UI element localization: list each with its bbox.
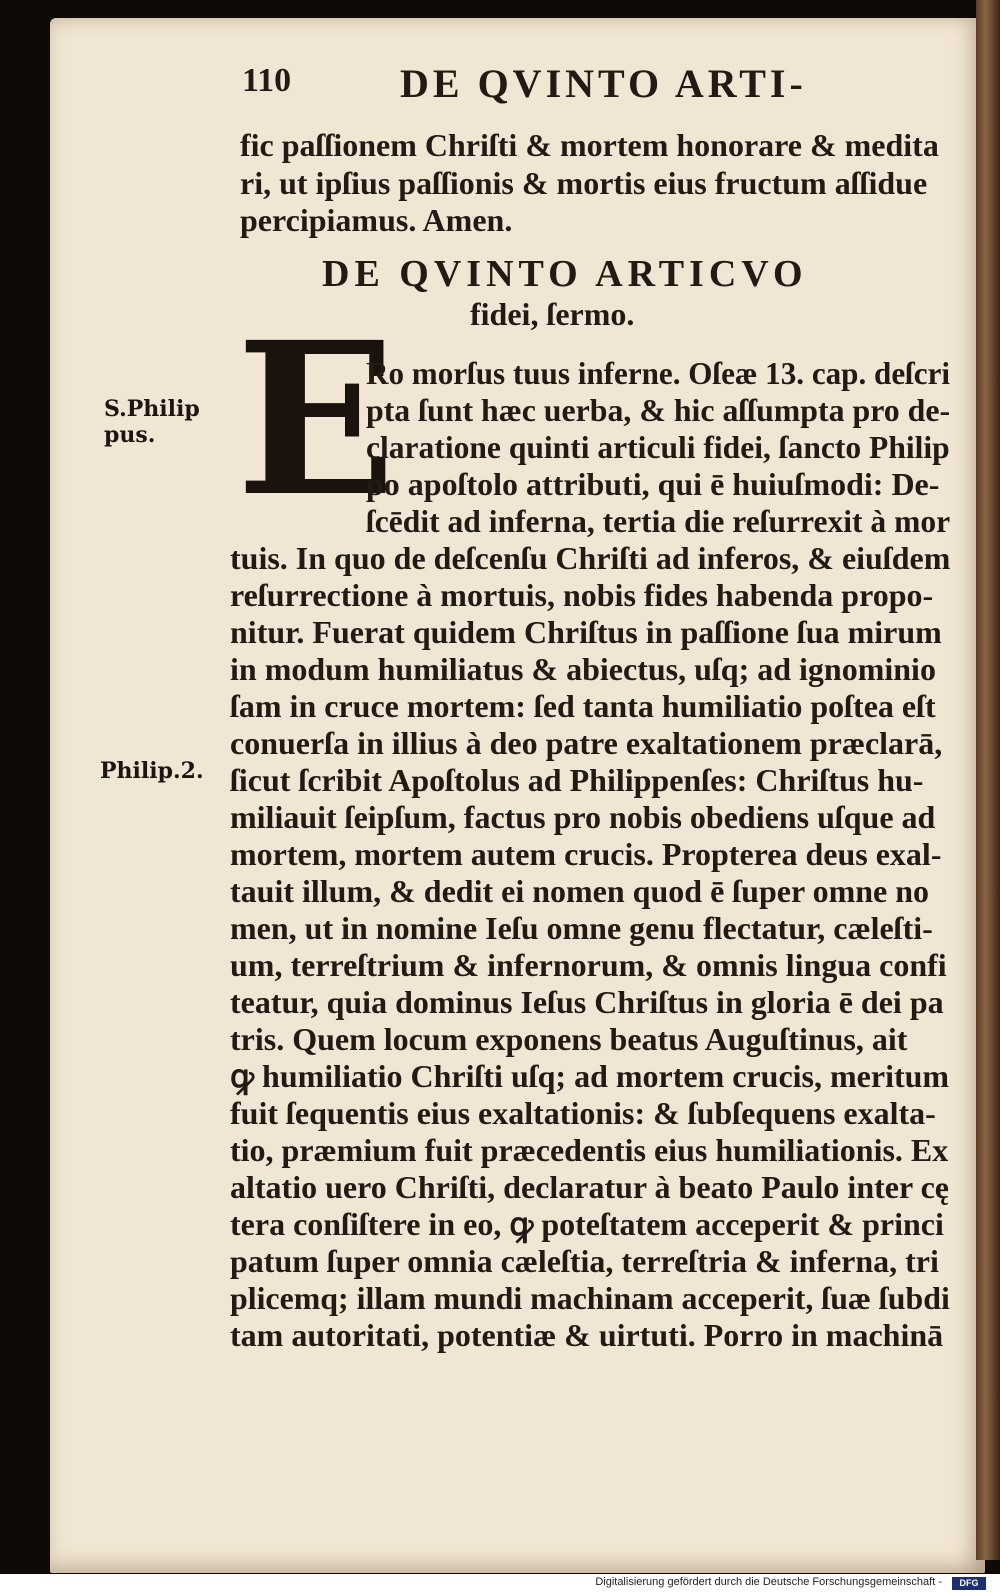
text-line: tuis. In quo de deſcenſu Chriſti ad inferos, & eiuſdem [230,540,951,576]
section-title: DE QVINTO ARTICVO [322,253,808,295]
text-line: um, terreſtrium & infernorum, & omnis lingua confi [230,947,947,983]
text-line: tio, præmium fuit præcedentis eius humiliationis. Ex [230,1132,949,1168]
page-header [232,62,952,118]
section-subtitle: fidei, ſermo. [470,296,635,332]
running-head: DE QVINTO ARTI- [400,61,807,106]
text-line: po apoſtolo attributi, qui ē huiuſmodi: De- [366,466,940,502]
book-edge [976,0,1000,1560]
drop-cap: E [236,296,397,543]
text-line: ſicut ſcribit Apoſtolus ad Philippenſes: Chriſtus hu- [230,762,924,798]
margin-note: S.Philip [104,396,200,422]
text-line: conuerſa in illius à deo patre exaltationem præclarā, [230,725,943,761]
footer-credit: Digitalisierung gefördert durch die Deutsche Forschungsgemeinschaft - [595,1576,942,1588]
text-line: Ro morſus tuus inferne. Oſeæ 13. cap. deſcri [366,355,951,391]
digitization-footer [0,1574,1000,1593]
text-line: fic paſſionem Chriſti & mortem honorare & medita [240,127,939,163]
text-line: ri, ut ipſius paſſionis & mortis eius fructum aſſidue [240,165,928,201]
text-line: miliauit ſeipſum, factus pro nobis obediens uſque ad [230,799,936,835]
text-line: men, ut in nomine Ieſu omne genu flectatur, cæleſti- [230,910,933,946]
text-line: mortem, mortem autem crucis. Propterea deus exal- [230,836,942,872]
text-line: patum ſuper omnia cæleſtia, terreſtria & inferna, tri [230,1243,939,1279]
dfg-logo: DFG [952,1577,986,1590]
margin-note: Philip.2. [100,758,204,784]
text-line: ꝙ humiliatio Chriſti uſq; ad mortem crucis, meritum [230,1058,950,1094]
folio-number: 110 [242,62,292,99]
text-line: ſcēdit ad inferna, tertia die reſurrexit à mor [366,503,951,539]
text-line: in modum humiliatus & abiectus, uſq; ad ignominio [230,651,936,687]
margin-note: pus. [104,422,156,448]
text-line: tauit illum, & dedit ei nomen quod ē ſuper omne no [230,873,930,909]
text-line: ſam in cruce mortem: ſed tanta humiliatio poſtea eſt [230,688,936,724]
text-line: teatur, quia dominus Ieſus Chriſtus in gloria ē dei pa [230,984,944,1020]
text-line: altatio uero Chriſti, declaratur à beato Paulo inter cę [230,1169,949,1205]
text-line: tam autoritati, potentiæ & uirtuti. Porro in machinā [230,1317,944,1353]
text-line: tera conſiſtere in eo, ꝙ poteſtatem acceperit & princi [230,1206,944,1242]
text-line: pta ſunt hæc uerba, & hic aſſumpta pro de- [366,392,951,428]
text-line: plicemq; illam mundi machinam acceperit, ſuæ ſubdi [230,1280,950,1316]
text-line: fuit ſequentis eius exaltationis: & ſubſequens exalta- [230,1095,936,1131]
text-line: percipiamus. Amen. [240,202,513,238]
text-line: nitur. Fuerat quidem Chriſtus in paſſione ſua mirum [230,614,942,650]
text-line: tris. Quem locum exponens beatus Auguſtinus, ait [230,1021,908,1057]
text-line: claratione quinti articuli fidei, ſancto Philip [366,429,950,465]
text-line: reſurrectione à mortuis, nobis fides habenda propo- [230,577,934,613]
